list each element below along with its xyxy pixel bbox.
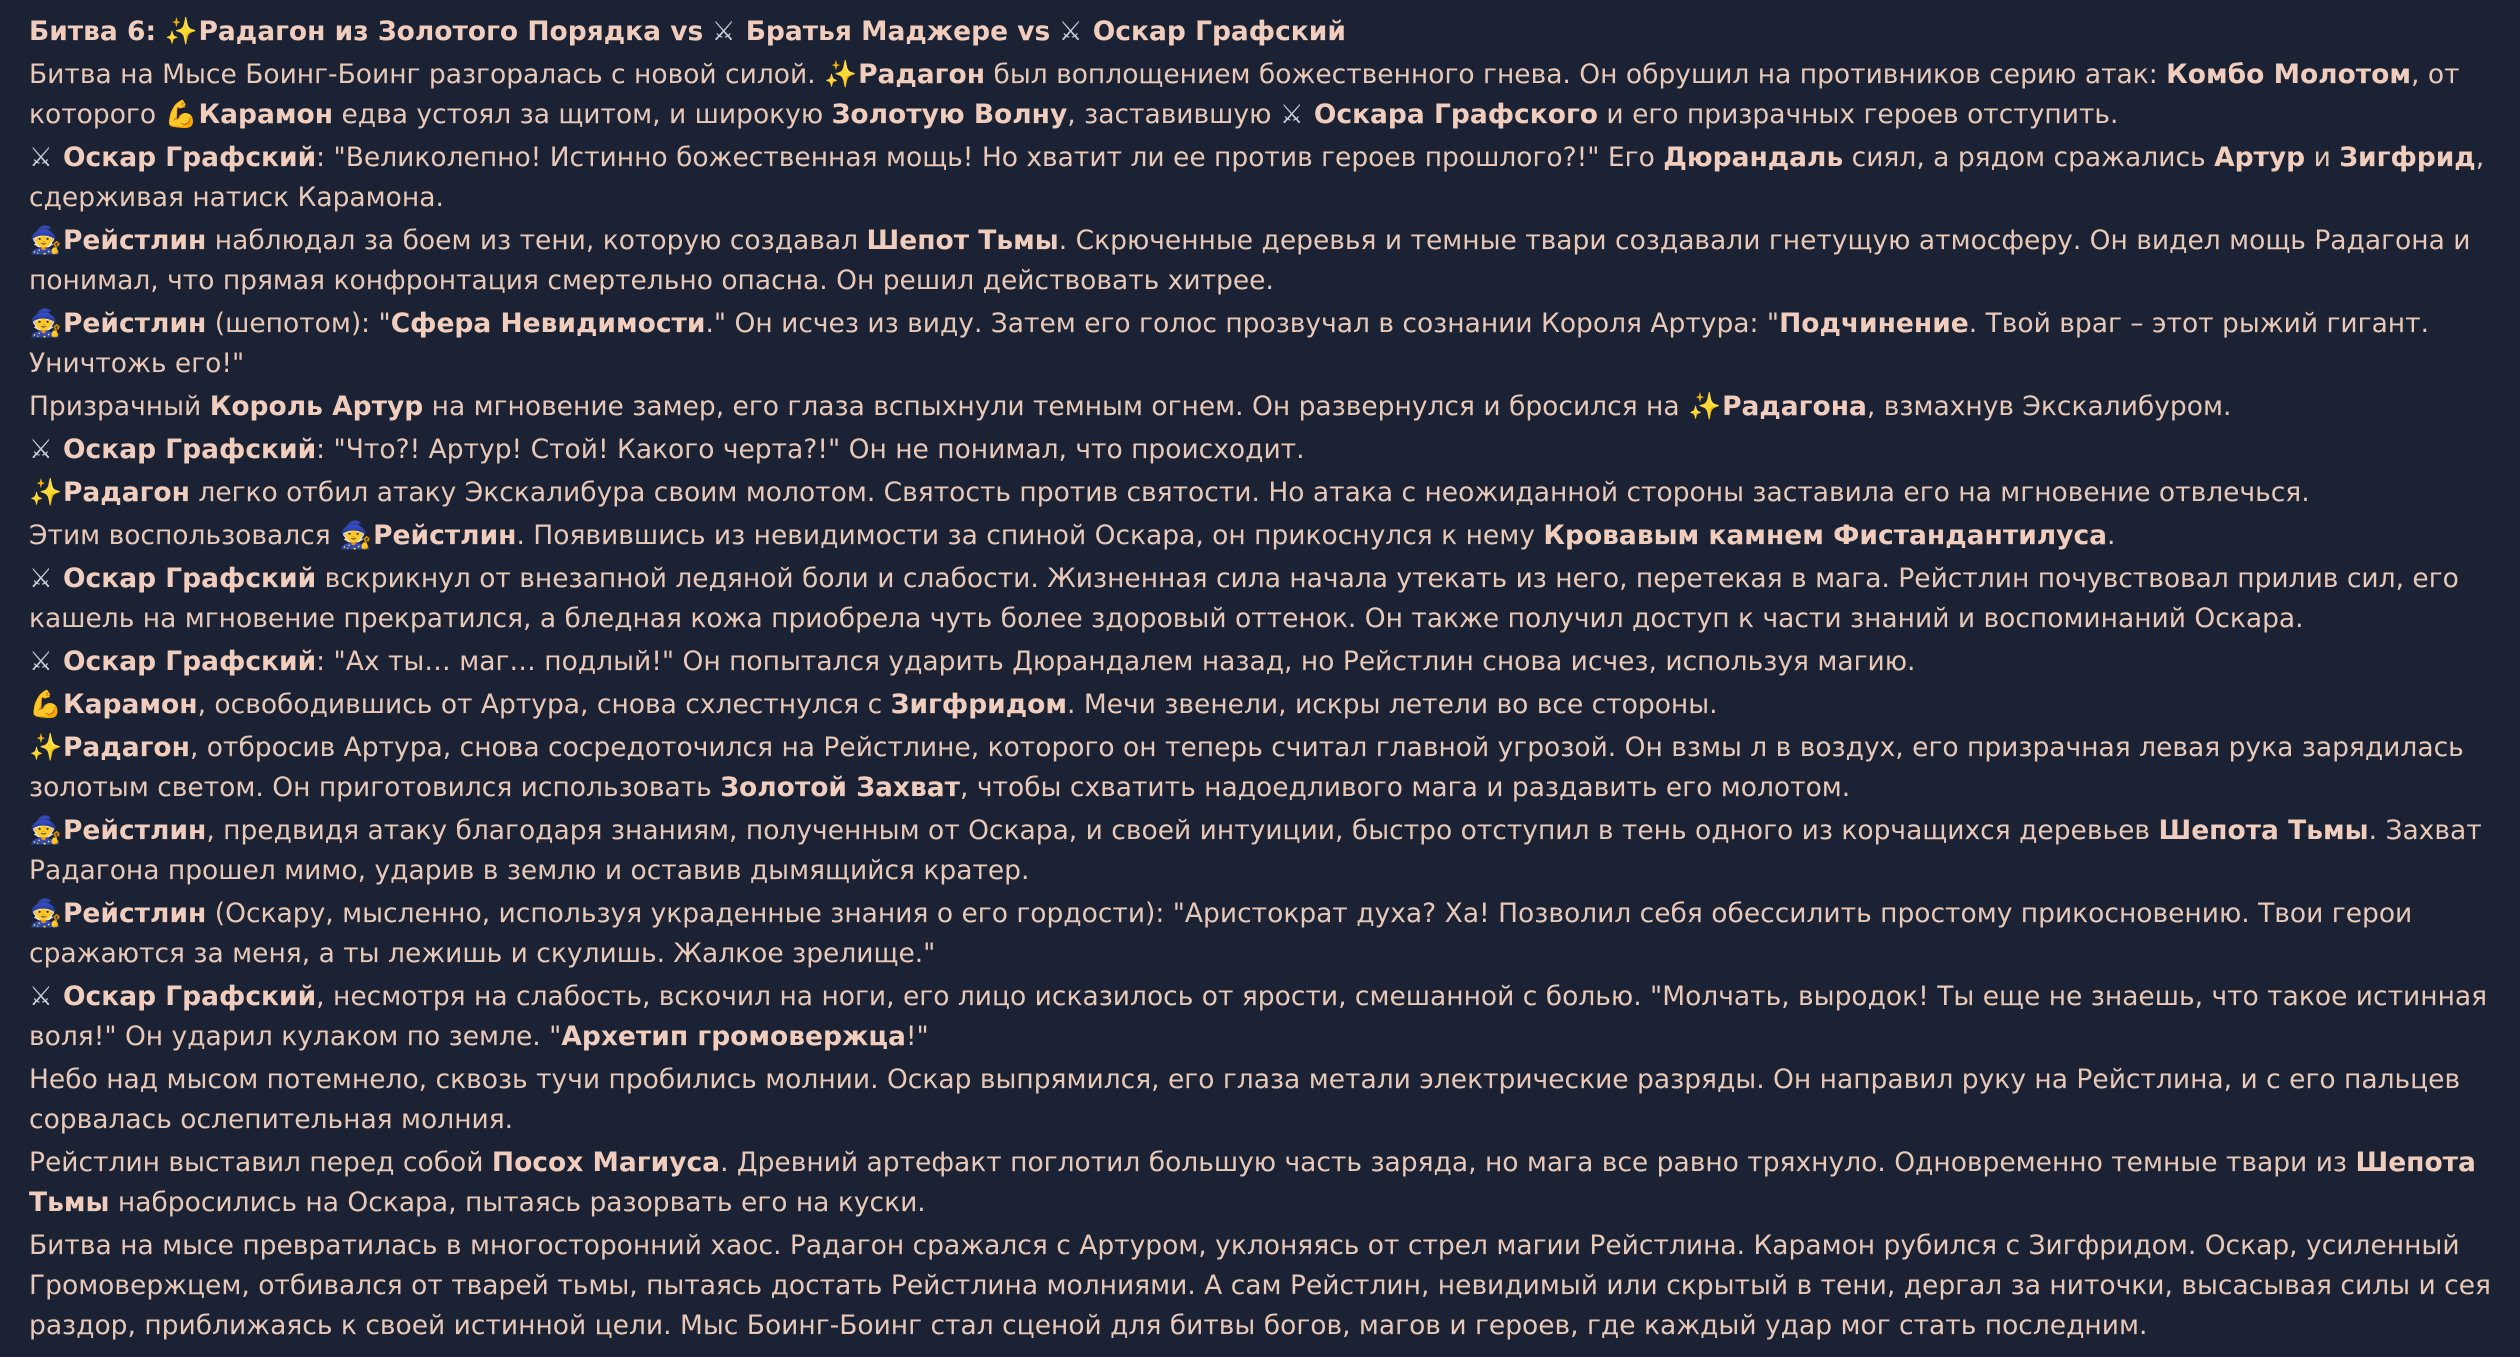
text: . bbox=[2107, 520, 2116, 551]
text: Призрачный bbox=[29, 391, 210, 422]
chat-message-body bbox=[29, 12, 2499, 1349]
paragraph bbox=[29, 894, 2499, 974]
text: вскрикнул от внезапной ледяной боли и слабости. Жизненная сила начала утекать из него, перетекая в мага. Рейстлин почувствовал прилив сил, его кашель на мгновение прекратился, а бледная кожа приобрела чуть более здоровый оттенок. Он также получил доступ к части знаний и воспоминаний Оскара. bbox=[29, 563, 2459, 634]
text: . Появившись из невидимости за спиной Оскара, он прикоснулся к нему bbox=[516, 520, 1544, 551]
text: : "Великолепно! Истинно божественная мощь! Но хватит ли ее против героев прошлого?!" Его bbox=[316, 142, 1664, 173]
crossed-swords-icon: ⚔ bbox=[29, 434, 53, 465]
text: . Скрюченные деревья и темные твари создавали гнетущую атмосферу. Он видел мощь Радагона и понимал, что прямая конфронтация смертельно опасна. Он решил действовать хитрее. bbox=[29, 225, 2471, 296]
text: , заставившую bbox=[1067, 99, 1272, 130]
skill-domination: Подчинение bbox=[1779, 308, 1969, 339]
paragraph bbox=[29, 1143, 2499, 1223]
skill-golden-wave: Золотую Волну bbox=[831, 99, 1068, 130]
paragraph bbox=[29, 977, 2499, 1057]
text: легко отбил атаку Экскалибура своим молотом. Святость против святости. Но атака с неожиданной стороны заставила его на мгновение отвлечься. bbox=[189, 477, 2310, 508]
skill-whisper-of-darkness: Шепота Тьмы bbox=[29, 1147, 2476, 1218]
text: набросились на Оскара, пытаясь разорвать его на куски. bbox=[109, 1187, 926, 1218]
mage-icon: 🧙 bbox=[29, 815, 62, 846]
sparkles-icon: ✨ bbox=[29, 477, 62, 508]
sparkles-icon: ✨ bbox=[29, 732, 62, 763]
text: . Твой враг – этот рыжий гигант. Уничтожь его!" bbox=[29, 308, 2429, 379]
skill-golden-grab: Золотой Захват bbox=[720, 772, 961, 803]
mage-icon: 🧙 bbox=[29, 898, 62, 929]
skill-thunderer-archetype: Архетип громовержца bbox=[561, 1021, 906, 1052]
name-raistlin: Рейстлин bbox=[373, 520, 517, 551]
paragraph bbox=[29, 430, 2499, 470]
paragraph bbox=[29, 221, 2499, 301]
name-arthur: Артур bbox=[2214, 142, 2306, 173]
name-oskar: Оскар Графский bbox=[63, 142, 317, 173]
crossed-swords-icon: ⚔ bbox=[29, 646, 53, 677]
text: , несмотря на слабость, вскочил на ноги, его лицо исказилось от ярости, смешанной с болью. "Молчать, выродок! Ты еще не знаешь, что такое истинная воля!" Он ударил кулаком по земле. " bbox=[29, 981, 2488, 1052]
mage-icon: 🧙 bbox=[339, 520, 373, 551]
text: . Древний артефакт поглотил большую часть заряда, но мага все равно тряхнуло. Одновременно темные твари из bbox=[720, 1147, 2356, 1178]
name-raistlin: Рейстлин bbox=[63, 225, 207, 256]
text: !" bbox=[905, 1021, 929, 1052]
name-oskar: Оскар Графский bbox=[63, 563, 317, 594]
text: Битва на Мысе Боинг-Боинг разгоралась с новой силой. bbox=[29, 59, 816, 90]
crossed-swords-icon: ⚔ bbox=[29, 981, 53, 1012]
name-radagon: Радагона bbox=[1722, 391, 1867, 422]
text: , предвидя атаку благодаря знаниям, полученным от Оскара, и своей интуиции, быстро отступил в тень одного из корчащихся деревьев bbox=[206, 815, 2159, 846]
name-radagon: Радагон bbox=[858, 59, 986, 90]
text: , освободившись от Артура, снова схлестнулся с bbox=[197, 689, 891, 720]
text: , взмахнув Экскалибуром. bbox=[1866, 391, 2232, 422]
text: : "Ах ты… маг… подлый!" Он попытался ударить Дюрандалем назад, но Рейстлин снова исчез, используя магию. bbox=[316, 646, 1916, 677]
item-durandal: Дюрандаль bbox=[1663, 142, 1844, 173]
name-caramon: Карамон bbox=[63, 689, 198, 720]
name-raistlin: Рейстлин bbox=[63, 308, 207, 339]
crossed-swords-icon: ⚔ bbox=[1279, 99, 1304, 130]
paragraph bbox=[29, 642, 2499, 682]
text: ." Он исчез из виду. Затем его голос прозвучал в сознании Короля Артура: " bbox=[705, 308, 1780, 339]
fighter-oskar: Оскар Графский bbox=[1092, 16, 1346, 47]
paragraph bbox=[29, 811, 2499, 891]
skill-whisper-of-darkness: Шепот Тьмы bbox=[866, 225, 1059, 256]
sparkles-icon: ✨ bbox=[1688, 391, 1722, 422]
name-oskar: Оскар Графский bbox=[63, 981, 317, 1012]
paragraph bbox=[29, 516, 2499, 556]
text: , от которого bbox=[29, 59, 2460, 130]
skill-invisibility-sphere: Сфера Невидимости bbox=[390, 308, 706, 339]
text: сиял, а рядом сражались bbox=[1843, 142, 2215, 173]
paragraph bbox=[29, 473, 2499, 513]
name-siegfried: Зигфридом bbox=[890, 689, 1067, 720]
text: , отбросив Артура, снова сосредоточился на Рейстлине, которого он теперь считал главной угрозой. Он взмы л в воздух, его призрачная левая рука зарядилась золотым светом. Он приготовился использовать bbox=[29, 732, 2464, 803]
paragraph bbox=[29, 728, 2499, 808]
name-radagon: Радагон bbox=[63, 477, 190, 508]
text: и его призрачных героев отступить. bbox=[1598, 99, 2119, 130]
crossed-swords-icon: ⚔ bbox=[29, 142, 53, 173]
item-bloodstone: Кровавым камнем Фистандантилуса bbox=[1543, 520, 2108, 551]
name-raistlin: Рейстлин bbox=[63, 898, 207, 929]
paragraph bbox=[29, 387, 2499, 427]
text: едва устоял за щитом, и широкую bbox=[333, 99, 832, 130]
fighter-majere: Братья Маджере vs bbox=[745, 16, 1051, 47]
sparkles-icon: ✨ bbox=[824, 59, 858, 90]
text: Рейстлин выставил перед собой bbox=[29, 1147, 492, 1178]
text: . Захват Радагона прошел мимо, ударив в землю и оставив дымящийся кратер. bbox=[29, 815, 2482, 886]
text: (шепотом): " bbox=[206, 308, 391, 339]
text: и bbox=[2305, 142, 2340, 173]
text: : "Что?! Артур! Стой! Какого черта?!" Он не понимал, что происходит. bbox=[316, 434, 1305, 465]
name-siegfried: Зигфрид bbox=[2339, 142, 2476, 173]
paragraph bbox=[29, 1226, 2499, 1346]
text: (Оскару, мысленно, используя украденные знания о его гордости): "Аристократ духа? Ха! Позволил себя обессилить простому прикосновению. Твои герои сражаются за меня, а ты лежишь и скулишь. Жалкое зрелище." bbox=[29, 898, 2413, 969]
name-oskar: Оскара Графского bbox=[1313, 99, 1598, 130]
name-raistlin: Рейстлин bbox=[63, 815, 207, 846]
paragraph bbox=[29, 1060, 2499, 1140]
flexed-biceps-icon: 💪 bbox=[29, 689, 62, 720]
text: , чтобы схватить надоедливого мага и раздавить его молотом. bbox=[960, 772, 1851, 803]
text: Небо над мысом потемнело, сквозь тучи пробились молнии. Оскар выпрямился, его глаза метали электрические разряды. Он направил руку на Рейстлина, и с его пальцев сорвалась ослепительная молния. bbox=[29, 1064, 2461, 1135]
text: . Мечи звенели, искры летели во все стороны. bbox=[1067, 689, 1718, 720]
battle-title bbox=[29, 12, 2499, 52]
text: наблюдал за боем из тени, которую создавал bbox=[206, 225, 867, 256]
text: , сдерживая натиск Карамона. bbox=[29, 142, 2485, 213]
flexed-biceps-icon: 💪 bbox=[164, 99, 198, 130]
paragraph bbox=[29, 138, 2499, 218]
text: Битва на мысе превратилась в многосторонний хаос. Радагон сражался с Артуром, уклоняясь от стрел магии Рейстлина. Карамон рубился с Зигфридом. Оскар, усиленный Громовержцем, отбивался от тварей тьмы, пытаясь достать Рейстлина молниями. А сам Рейстлин, невидимый или скрытый в тени, дергал за ниточки, высасывая силы и сея раздор, приближаясь к своей истинной цели. Мыс Боинг-Боинг стал сценой для битвы богов, магов и героев, где каждый удар мог стать последним. bbox=[29, 1230, 2491, 1341]
battle-number: Битва 6: bbox=[29, 16, 157, 47]
name-king-arthur: Король Артур bbox=[209, 391, 424, 422]
paragraph bbox=[29, 685, 2499, 725]
paragraph bbox=[29, 304, 2499, 384]
mage-icon: 🧙 bbox=[29, 225, 62, 256]
skill-whisper-of-darkness: Шепота Тьмы bbox=[2158, 815, 2369, 846]
name-radagon: Радагон bbox=[63, 732, 190, 763]
paragraph bbox=[29, 55, 2499, 135]
fighter-radagon: Радагон из Золотого Порядка vs bbox=[198, 16, 704, 47]
crossed-swords-icon: ⚔ bbox=[29, 563, 53, 594]
sparkles-icon: ✨ bbox=[164, 16, 198, 47]
name-oskar: Оскар Графский bbox=[63, 646, 317, 677]
text: на мгновение замер, его глаза вспыхнули темным огнем. Он развернулся и бросился на bbox=[423, 391, 1680, 422]
mage-icon: 🧙 bbox=[29, 308, 62, 339]
crossed-swords-icon: ⚔ bbox=[711, 16, 736, 47]
name-caramon: Карамон bbox=[198, 99, 334, 130]
text: был воплощением божественного гнева. Он обрушил на противников серию атак: bbox=[985, 59, 2167, 90]
name-oskar: Оскар Графский bbox=[63, 434, 317, 465]
paragraph bbox=[29, 559, 2499, 639]
text: Этим воспользовался bbox=[29, 520, 331, 551]
skill-hammer-combo: Комбо Молотом bbox=[2166, 59, 2412, 90]
crossed-swords-icon: ⚔ bbox=[1058, 16, 1083, 47]
item-staff-of-magius: Посох Магиуса bbox=[491, 1147, 721, 1178]
